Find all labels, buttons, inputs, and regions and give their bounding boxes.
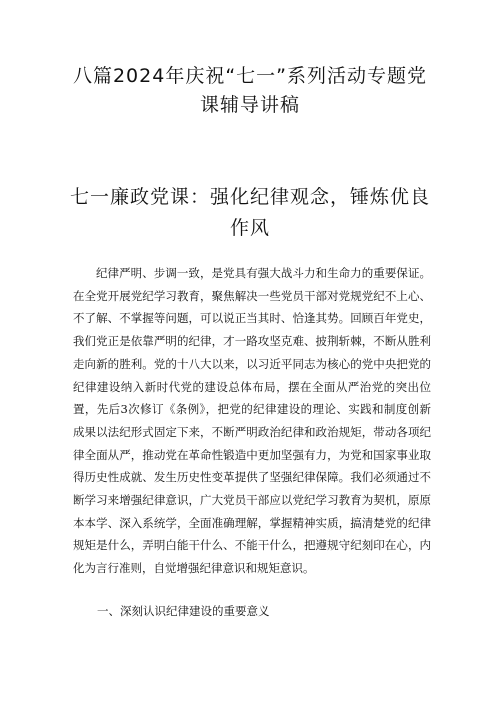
subheading: 一、深刻认识纪律建设的重要意义	[97, 604, 270, 618]
document-title: 八篇2024年庆祝“七一”系列活动专题党课辅导讲稿	[72, 65, 428, 116]
body-paragraph: 纪律严明、步调一致，是党具有强大战斗力和生命力的重要保证。在全党开展党纪学习教育，聚焦解决一些党员干部对党规党纪不上心、不了解、不掌握等问题，可以说正当其时、恰逢其势。回顾百年党史，我们党正是依靠严明的纪律，才一路攻坚克难、披荆斩棘，不断从胜利走向新的胜利。党的十八大以来，以习近平同志为核心的党中央把党的纪律建设纳入新时代党的建设总体布局，摆在全面从严治党的突出位置，先后3次修订《条例》，把党的纪律建设的理论、实践和制度创新成果以法纪形式固定下来，不断严明政治纪律和政治规矩，带动各项纪律全面从严，推动党在革命性锻造中更加坚强有力，为党和国家事业取得历史性成就、发生历史性变革提供了坚强纪律保障。我们必须通过不断学习来增强纪律意识，广大党员干部应以党纪学习教育为契机，原原本本学、深入系统学，全面准确理解，掌握精神实质，搞清楚党的纪律规矩是什么，弄明白能干什么、不能干什么，把遵规守纪刻印在心，内化为言行准则，自觉增强纪律意识和规矩意识。	[73, 266, 431, 576]
section-title: 七一廉政党课：强化纪律观念，锤炼优良作风	[69, 186, 430, 239]
